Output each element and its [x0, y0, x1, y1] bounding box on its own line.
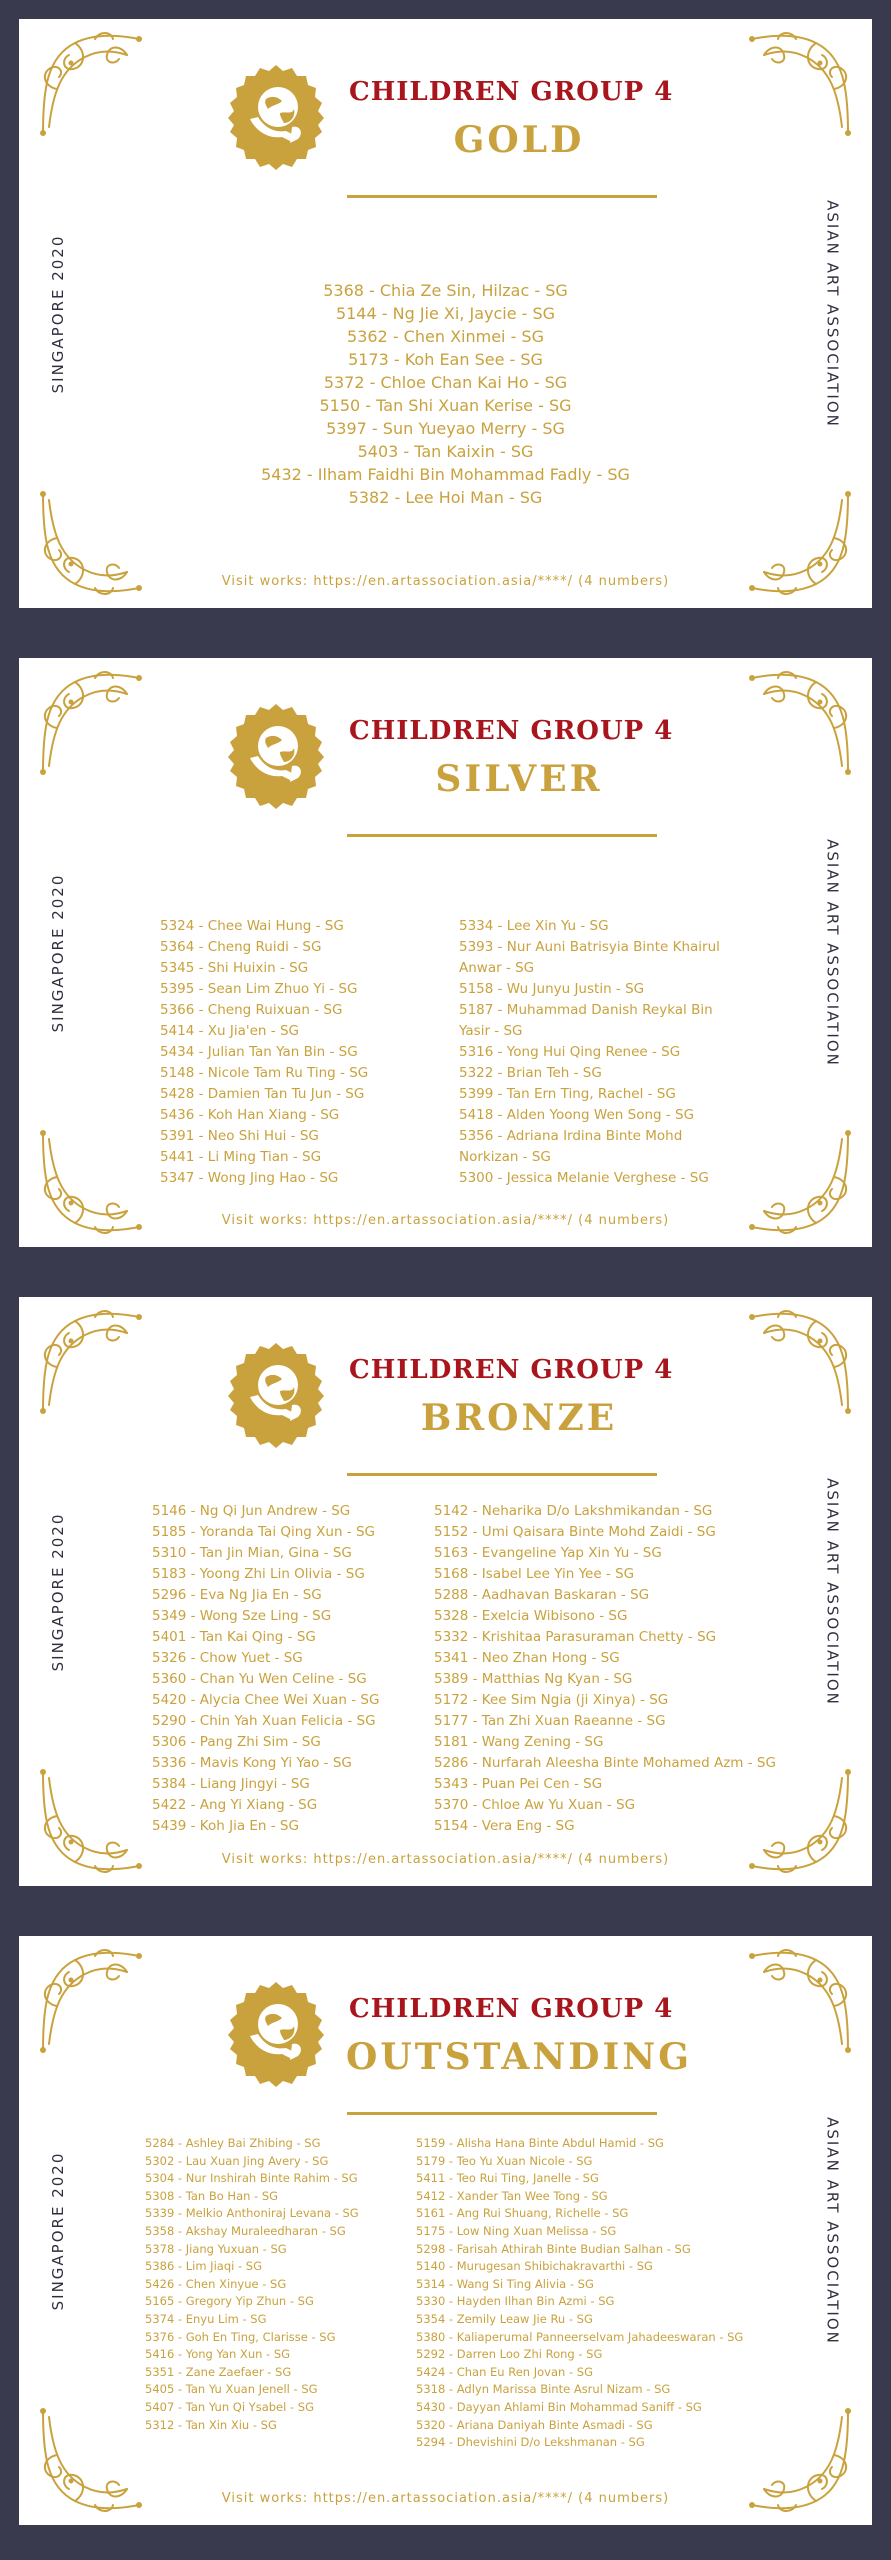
association-logo-icon	[220, 1978, 332, 2090]
list-item: 5173 - Koh Ean See - SG	[348, 350, 543, 369]
side-label-right: ASIAN ART ASSOCIATION	[824, 838, 842, 1067]
corner-ornament-icon	[744, 29, 856, 141]
side-label-left: SINGAPORE 2020	[49, 2151, 67, 2310]
group-title: CHILDREN GROUP 4	[349, 77, 674, 107]
list-item: 5341 - Neo Zhan Hong - SG	[434, 1650, 620, 1666]
award-title: GOLD	[453, 119, 585, 161]
list-item: 5374 - Enyu Lim - SG	[145, 2311, 267, 2326]
list-item: 5397 - Sun Yueyao Merry - SG	[326, 419, 565, 438]
list-item: 5146 - Ng Qi Jun Andrew - SG	[152, 1503, 351, 1519]
list-item: 5142 - Neharika D/o Lakshmikandan - SG	[434, 1503, 713, 1519]
visit-works-text: Visit works: https://en.artassociation.asia/****/ (4 numbers)	[221, 574, 670, 589]
list-item: 5420 - Alycia Chee Wei Xuan - SG	[152, 1692, 380, 1708]
list-item: 5336 - Mavis Kong Yi Yao - SG	[152, 1755, 352, 1771]
panel-silver	[0, 639, 891, 1266]
divider	[347, 2112, 657, 2115]
list-item: 5380 - Kaliaperumal Panneerselvam Jahadeeswaran - SG	[416, 2329, 744, 2344]
list-item: 5172 - Kee Sim Ngia (ji Xinya) - SG	[434, 1692, 669, 1708]
list-item: 5403 - Tan Kaixin - SG	[357, 442, 534, 461]
list-item: 5372 - Chloe Chan Kai Ho - SG	[323, 373, 568, 392]
visit-works-text: Visit works: https://en.artassociation.asia/****/ (4 numbers)	[221, 2491, 670, 2506]
list-item: 5320 - Ariana Daniyah Binte Asmadi - SG	[416, 2417, 653, 2432]
list-item: 5339 - Melkio Anthoniraj Levana - SG	[145, 2206, 359, 2221]
list-item: 5389 - Matthias Ng Kyan - SG	[434, 1671, 633, 1687]
list-item: 5370 - Chloe Aw Yu Xuan - SG	[434, 1797, 636, 1813]
list-item: 5378 - Jiang Yuxuan - SG	[145, 2241, 287, 2256]
association-logo-icon	[220, 61, 332, 173]
award-title: OUTSTANDING	[346, 2036, 692, 2078]
list-item: 5386 - Lim Jiaqi - SG	[145, 2259, 262, 2274]
list-item: 5168 - Isabel Lee Yin Yee - SG	[434, 1566, 635, 1582]
list-item: 5401 - Tan Kai Qing - SG	[152, 1629, 316, 1645]
list-item: 5434 - Julian Tan Yan Bin - SG	[160, 1044, 358, 1060]
list-item: 5292 - Darren Loo Zhi Rong - SG	[416, 2347, 603, 2362]
card	[19, 658, 872, 1247]
list-item: 5302 - Lau Xuan Jing Avery - SG	[145, 2153, 329, 2168]
card	[19, 1297, 872, 1886]
list-item: 5436 - Koh Han Xiang - SG	[160, 1107, 340, 1123]
panel-gold	[0, 0, 891, 627]
group-title: CHILDREN GROUP 4	[349, 1355, 674, 1385]
list-item: 5349 - Wong Sze Ling - SG	[152, 1608, 332, 1624]
list-item: 5316 - Yong Hui Qing Renee - SG	[459, 1044, 681, 1060]
list-item: 5304 - Nur Inshirah Binte Rahim - SG	[145, 2171, 358, 2186]
visit-works-text: Visit works: https://en.artassociation.asia/****/ (4 numbers)	[221, 1852, 670, 1867]
divider	[347, 834, 657, 837]
side-label-left: SINGAPORE 2020	[49, 234, 67, 393]
list-item: 5412 - Xander Tan Wee Tong - SG	[416, 2188, 608, 2203]
list-item: 5140 - Murugesan Shibichakravarthi - SG	[416, 2259, 653, 2274]
list-item: 5439 - Koh Jia En - SG	[152, 1818, 299, 1834]
list-item: 5347 - Wong Jing Hao - SG	[160, 1170, 339, 1186]
panel-outstanding	[0, 1917, 891, 2544]
list-item: 5428 - Damien Tan Tu Jun - SG	[160, 1086, 365, 1102]
visit-works-text: Visit works: https://en.artassociation.asia/****/ (4 numbers)	[221, 1213, 670, 1228]
list-item: 5165 - Gregory Yip Zhun - SG	[145, 2294, 314, 2309]
list-item: 5432 - Ilham Faidhi Bin Mohammad Fadly - SG	[261, 465, 630, 484]
list-item: 5179 - Teo Yu Xuan Nicole - SG	[416, 2153, 593, 2168]
list-item: 5288 - Aadhavan Baskaran - SG	[434, 1587, 650, 1603]
group-title: CHILDREN GROUP 4	[349, 1994, 674, 2024]
list-item: 5308 - Tan Bo Han - SG	[145, 2188, 279, 2203]
list-column	[459, 916, 720, 1189]
divider	[347, 195, 657, 198]
list-item: 5328 - Exelcia Wibisono - SG	[434, 1608, 628, 1624]
card	[19, 1936, 872, 2525]
list-item: 5175 - Low Ning Xuan Melissa - SG	[416, 2223, 617, 2238]
list-item: 5159 - Alisha Hana Binte Abdul Hamid - SG	[416, 2136, 664, 2150]
list-item: 5399 - Tan Ern Ting, Rachel - SG	[459, 1086, 676, 1102]
list-item: 5362 - Chen Xinmei - SG	[347, 327, 544, 346]
list-item: 5158 - Wu Junyu Justin - SG	[459, 981, 645, 997]
list-item: 5300 - Jessica Melanie Verghese - SG	[459, 1170, 709, 1186]
list-item: 5148 - Nicole Tam Ru Ting - SG	[160, 1065, 369, 1081]
corner-ornament-icon	[35, 29, 147, 141]
corner-ornament-icon	[744, 1307, 856, 1419]
list-item: 5294 - Dhevishini D/o Lekshmanan - SG	[416, 2435, 645, 2450]
card	[19, 19, 872, 608]
list-item: 5183 - Yoong Zhi Lin Olivia - SG	[152, 1566, 365, 1582]
list-item: 5345 - Shi Huixin - SG	[160, 960, 309, 976]
list-item: 5334 - Lee Xin Yu - SG	[459, 918, 609, 934]
list-item: 5322 - Brian Teh - SG	[459, 1065, 602, 1081]
corner-ornament-icon	[35, 1946, 147, 2058]
list-item: 5391 - Neo Shi Hui - SG	[160, 1128, 319, 1144]
side-label-left: SINGAPORE 2020	[49, 873, 67, 1032]
list-item: 5441 - Li Ming Tian - SG	[160, 1149, 322, 1165]
list-item: 5407 - Tan Yun Qi Ysabel - SG	[145, 2399, 314, 2414]
list-column	[434, 1501, 776, 1837]
list-item: 5286 - Nurfarah Aleesha Binte Mohamed Azm - SG	[434, 1755, 776, 1771]
list-column	[152, 1501, 379, 1837]
list-item: 5356 - Adriana Irdina Binte Mohd	[459, 1128, 683, 1144]
list-item: 5382 - Lee Hoi Man - SG	[348, 488, 543, 507]
list-item: 5358 - Akshay Muraleedharan - SG	[145, 2223, 346, 2238]
list-item: 5298 - Farisah Athirah Binte Budian Salhan - SG	[416, 2241, 691, 2256]
list-item: 5187 - Muhammad Danish Reykal Bin	[459, 1002, 713, 1018]
list-column	[416, 2135, 743, 2452]
list-item: 5414 - Xu Jia'en - SG	[160, 1023, 299, 1039]
side-label-right: ASIAN ART ASSOCIATION	[824, 1477, 842, 1706]
list-item: 5384 - Liang Jingyi - SG	[152, 1776, 310, 1792]
list-item: 5354 - Zemily Leaw Jie Ru - SG	[416, 2311, 593, 2326]
list-item: 5364 - Cheng Ruidi - SG	[160, 939, 322, 955]
list-item: 5376 - Goh En Ting, Clarisse - SG	[145, 2329, 336, 2344]
award-title: SILVER	[435, 758, 603, 800]
corner-ornament-icon	[744, 1946, 856, 2058]
list-item: 5318 - Adlyn Marissa Binte Asrul Nizam - SG	[416, 2382, 671, 2397]
award-title: BRONZE	[420, 1397, 618, 1439]
list-item: 5360 - Chan Yu Wen Celine - SG	[152, 1671, 367, 1687]
list-item: 5330 - Hayden Ilhan Bin Azmi - SG	[416, 2294, 615, 2309]
list-item: 5343 - Puan Pei Cen - SG	[434, 1776, 603, 1792]
corner-ornament-icon	[35, 1307, 147, 1419]
list-item: 5393 - Nur Auni Batrisyia Binte Khairul	[459, 939, 720, 955]
list-item: 5284 - Ashley Bai Zhibing - SG	[145, 2136, 321, 2150]
list-item: 5405 - Tan Yu Xuan Jenell - SG	[145, 2382, 318, 2397]
list-item: 5351 - Zane Zaefaer - SG	[145, 2364, 292, 2379]
list-column	[160, 916, 368, 1189]
association-logo-icon	[220, 700, 332, 812]
list-item: 5418 - Alden Yoong Wen Song - SG	[459, 1107, 695, 1123]
list-item: 5310 - Tan Jin Mian, Gina - SG	[152, 1545, 352, 1561]
list-item: 5430 - Dayyan Ahlami Bin Mohammad Saniff - SG	[416, 2399, 702, 2414]
association-logo-icon	[220, 1339, 332, 1451]
list-item: 5368 - Chia Ze Sin, Hilzac - SG	[323, 281, 568, 300]
list-item: 5152 - Umi Qaisara Binte Mohd Zaidi - SG	[434, 1524, 716, 1540]
list-item: 5324 - Chee Wai Hung - SG	[160, 918, 344, 934]
list-item: 5366 - Cheng Ruixuan - SG	[160, 1002, 343, 1018]
list-item: 5395 - Sean Lim Zhuo Yi - SG	[160, 981, 358, 997]
list-item: 5154 - Vera Eng - SG	[434, 1818, 575, 1834]
list-item: 5163 - Evangeline Yap Xin Yu - SG	[434, 1545, 662, 1561]
list-item: 5177 - Tan Zhi Xuan Raeanne - SG	[434, 1713, 666, 1729]
list-item: 5144 - Ng Jie Xi, Jaycie - SG	[335, 304, 556, 323]
side-label-right: ASIAN ART ASSOCIATION	[824, 199, 842, 428]
list-item: 5411 - Teo Rui Ting, Janelle - SG	[416, 2171, 599, 2186]
side-label-left: SINGAPORE 2020	[49, 1512, 67, 1671]
panel-bronze	[0, 1278, 891, 1905]
list-item: 5326 - Chow Yuet - SG	[152, 1650, 303, 1666]
corner-ornament-icon	[35, 668, 147, 780]
list-item: 5424 - Chan Eu Ren Jovan - SG	[416, 2364, 593, 2379]
list-item: 5296 - Eva Ng Jia En - SG	[152, 1587, 322, 1603]
winner-list	[69, 279, 822, 509]
list-column	[145, 2135, 359, 2434]
list-item: 5312 - Tan Xin Xiu - SG	[145, 2417, 277, 2432]
list-item: 5332 - Krishitaa Parasuraman Chetty - SG	[434, 1629, 717, 1645]
divider	[347, 1473, 657, 1476]
list-item: Anwar - SG	[459, 960, 535, 976]
list-item: 5161 - Ang Rui Shuang, Richelle - SG	[416, 2206, 629, 2221]
list-item: 5150 - Tan Shi Xuan Kerise - SG	[319, 396, 572, 415]
list-item: 5416 - Yong Yan Xun - SG	[145, 2347, 291, 2362]
list-item: 5306 - Pang Zhi Sim - SG	[152, 1734, 321, 1750]
list-item: Yasir - SG	[459, 1023, 523, 1039]
corner-ornament-icon	[744, 668, 856, 780]
list-item: 5314 - Wang Si Ting Alivia - SG	[416, 2276, 594, 2291]
list-item: 5426 - Chen Xinyue - SG	[145, 2276, 287, 2291]
side-label-right: ASIAN ART ASSOCIATION	[824, 2116, 842, 2345]
list-item: 5185 - Yoranda Tai Qing Xun - SG	[152, 1524, 376, 1540]
list-item: 5181 - Wang Zening - SG	[434, 1734, 604, 1750]
list-item: 5290 - Chin Yah Xuan Felicia - SG	[152, 1713, 376, 1729]
list-item: Norkizan - SG	[459, 1149, 551, 1165]
list-item: 5422 - Ang Yi Xiang - SG	[152, 1797, 318, 1813]
group-title: CHILDREN GROUP 4	[349, 716, 674, 746]
